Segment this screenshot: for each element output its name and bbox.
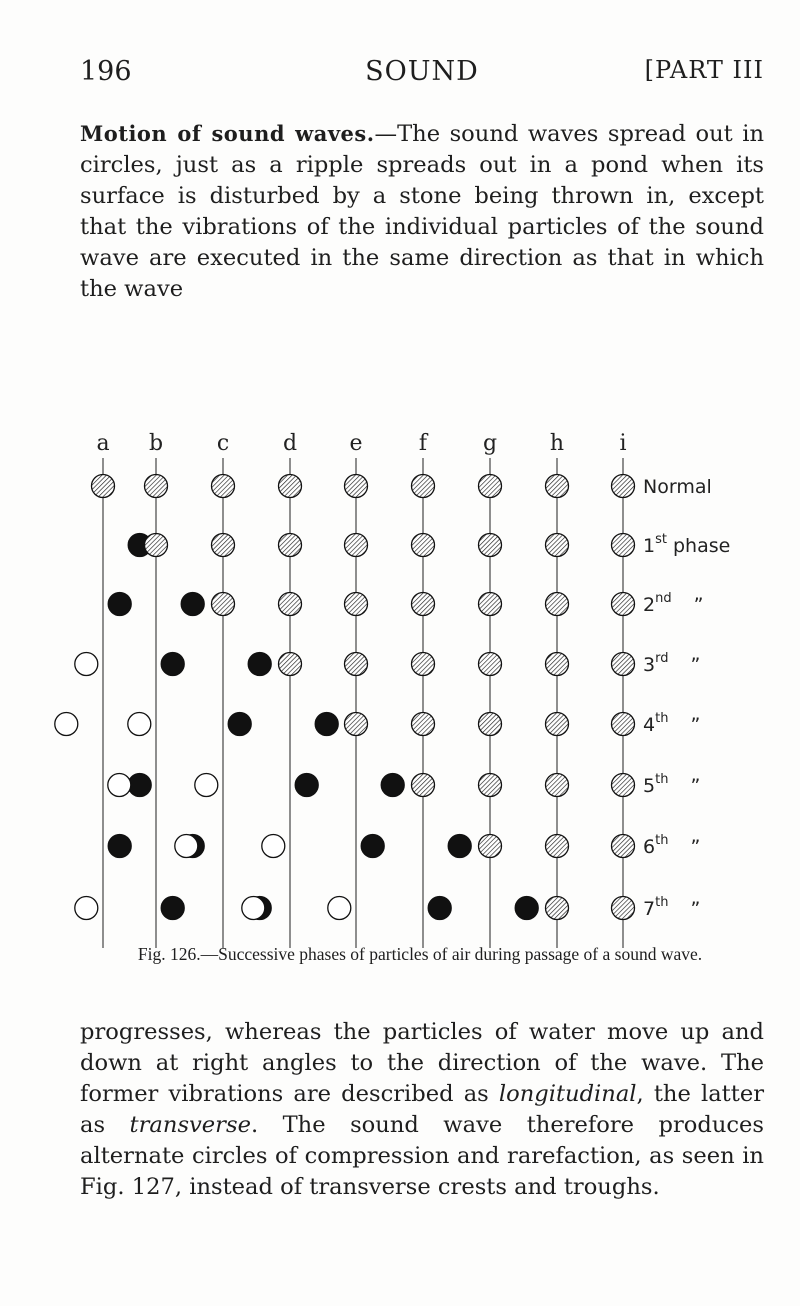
column-label-e: e bbox=[349, 431, 363, 456]
particle-i-row-3 bbox=[612, 653, 635, 676]
particle-i-row-7 bbox=[612, 897, 635, 920]
particle-a-row-4 bbox=[55, 713, 78, 736]
particle-a-row-7 bbox=[75, 897, 98, 920]
particle-f-row-3 bbox=[412, 653, 435, 676]
row-label-3: 3rd ” bbox=[643, 651, 701, 676]
particle-d-row-5 bbox=[295, 774, 318, 797]
page-header bbox=[80, 56, 764, 96]
particle-h-row-5 bbox=[546, 774, 569, 797]
particle-d-row-3 bbox=[279, 653, 302, 676]
particle-e-row-1 bbox=[345, 534, 368, 557]
paragraph-continuation bbox=[80, 1017, 764, 1203]
row-label-5: 5th ” bbox=[643, 772, 701, 797]
particle-i-row-6 bbox=[612, 835, 635, 858]
row-label-7: 7th ” bbox=[643, 895, 701, 920]
particle-g-row-0 bbox=[479, 475, 502, 498]
particle-phases-diagram bbox=[40, 428, 800, 948]
particle-h-row-6 bbox=[546, 835, 569, 858]
particle-g-row-3 bbox=[479, 653, 502, 676]
figure-caption: Fig. 126.—Successive phases of particles of air during passage of a sound wave. bbox=[137, 944, 703, 964]
particle-h-row-7 bbox=[546, 897, 569, 920]
particle-a-row-0 bbox=[92, 475, 115, 498]
particle-d-row-1 bbox=[279, 534, 302, 557]
particle-a-row-5 bbox=[128, 774, 151, 797]
particle-a-row-3 bbox=[75, 653, 98, 676]
column-label-d: d bbox=[282, 431, 298, 456]
particle-i-row-2 bbox=[612, 593, 635, 616]
particle-e-row-5 bbox=[381, 774, 404, 797]
particle-f-row-6 bbox=[448, 835, 471, 858]
particle-b-row-3 bbox=[161, 653, 184, 676]
part-label: [PART III bbox=[644, 56, 764, 84]
column-label-a: a bbox=[96, 431, 110, 456]
particle-d-row-0 bbox=[279, 475, 302, 498]
particle-e-row-6 bbox=[361, 835, 384, 858]
row-label-1: 1st phase bbox=[643, 532, 731, 557]
particle-c-row-6 bbox=[175, 835, 198, 858]
particle-f-row-0 bbox=[412, 475, 435, 498]
particle-g-row-6 bbox=[479, 835, 502, 858]
particle-b-row-5 bbox=[108, 774, 131, 797]
particle-e-row-0 bbox=[345, 475, 368, 498]
particle-e-row-4 bbox=[345, 713, 368, 736]
paragraph-text-3: . The sound wave therefore produces alternate circles of compression and rarefaction, as seen in Fig. 127, instead of transverse crests and troughs. bbox=[80, 1112, 764, 1200]
paragraph-text-2: , the latter as bbox=[80, 1081, 764, 1138]
particle-f-row-1 bbox=[412, 534, 435, 557]
paragraph-intro bbox=[80, 118, 764, 305]
column-label-i: i bbox=[619, 431, 627, 456]
column-label-b: b bbox=[148, 431, 164, 456]
particle-h-row-0 bbox=[546, 475, 569, 498]
particle-e-row-2 bbox=[345, 593, 368, 616]
particle-i-row-4 bbox=[612, 713, 635, 736]
particle-b-row-2 bbox=[181, 593, 204, 616]
particle-d-row-4 bbox=[315, 713, 338, 736]
particle-b-row-4 bbox=[128, 713, 151, 736]
particle-g-row-7 bbox=[515, 897, 538, 920]
particle-a-row-2 bbox=[108, 593, 131, 616]
column-label-f: f bbox=[418, 431, 428, 456]
particle-f-row-7 bbox=[428, 897, 451, 920]
particle-d-row-6 bbox=[262, 835, 285, 858]
running-title: SOUND bbox=[365, 56, 479, 87]
particle-c-row-5 bbox=[195, 774, 218, 797]
particle-i-row-5 bbox=[612, 774, 635, 797]
particle-i-row-0 bbox=[612, 475, 635, 498]
paragraph-intro-text: —The sound waves spread out in circles, just as a ripple spreads out in a pond when its surface is disturbed by a stone being thrown in, except that the vibrations of the individual particles of the sound wave are executed in the same direction as that in which the wave bbox=[80, 121, 764, 302]
particle-f-row-4 bbox=[412, 713, 435, 736]
figure-126 bbox=[40, 428, 800, 948]
particle-h-row-3 bbox=[546, 653, 569, 676]
term-longitudinal: longitudinal bbox=[498, 1081, 637, 1107]
particle-g-row-5 bbox=[479, 774, 502, 797]
row-label-4: 4th ” bbox=[643, 711, 701, 736]
section-runin-heading: Motion of sound waves. bbox=[80, 121, 375, 146]
column-label-c: c bbox=[216, 431, 230, 456]
row-label-2: 2nd ” bbox=[643, 591, 704, 616]
particle-h-row-4 bbox=[546, 713, 569, 736]
particle-h-row-2 bbox=[546, 593, 569, 616]
particle-b-row-1 bbox=[145, 534, 168, 557]
row-label-0: Normal bbox=[643, 476, 712, 498]
particle-d-row-7 bbox=[242, 897, 265, 920]
particle-f-row-2 bbox=[412, 593, 435, 616]
particle-e-row-7 bbox=[328, 897, 351, 920]
particle-f-row-5 bbox=[412, 774, 435, 797]
particle-h-row-1 bbox=[546, 534, 569, 557]
particle-c-row-4 bbox=[228, 713, 251, 736]
column-label-g: g bbox=[482, 431, 498, 456]
particle-g-row-4 bbox=[479, 713, 502, 736]
particle-i-row-1 bbox=[612, 534, 635, 557]
paragraph-text-1: progresses, whereas the particles of water move up and down at right angles to the direction of the wave. The former vibrations are described as bbox=[80, 1019, 764, 1107]
row-label-6: 6th ” bbox=[643, 833, 701, 858]
particle-c-row-1 bbox=[212, 534, 235, 557]
particle-a-row-6 bbox=[108, 835, 131, 858]
particle-c-row-3 bbox=[248, 653, 271, 676]
particle-b-row-7 bbox=[161, 897, 184, 920]
particle-e-row-3 bbox=[345, 653, 368, 676]
particle-c-row-0 bbox=[212, 475, 235, 498]
particle-d-row-2 bbox=[279, 593, 302, 616]
particle-g-row-2 bbox=[479, 593, 502, 616]
page-number: 196 bbox=[80, 56, 132, 87]
term-transverse: transverse bbox=[129, 1112, 251, 1138]
particle-b-row-0 bbox=[145, 475, 168, 498]
particle-c-row-2 bbox=[212, 593, 235, 616]
column-label-h: h bbox=[549, 431, 565, 456]
particle-g-row-1 bbox=[479, 534, 502, 557]
